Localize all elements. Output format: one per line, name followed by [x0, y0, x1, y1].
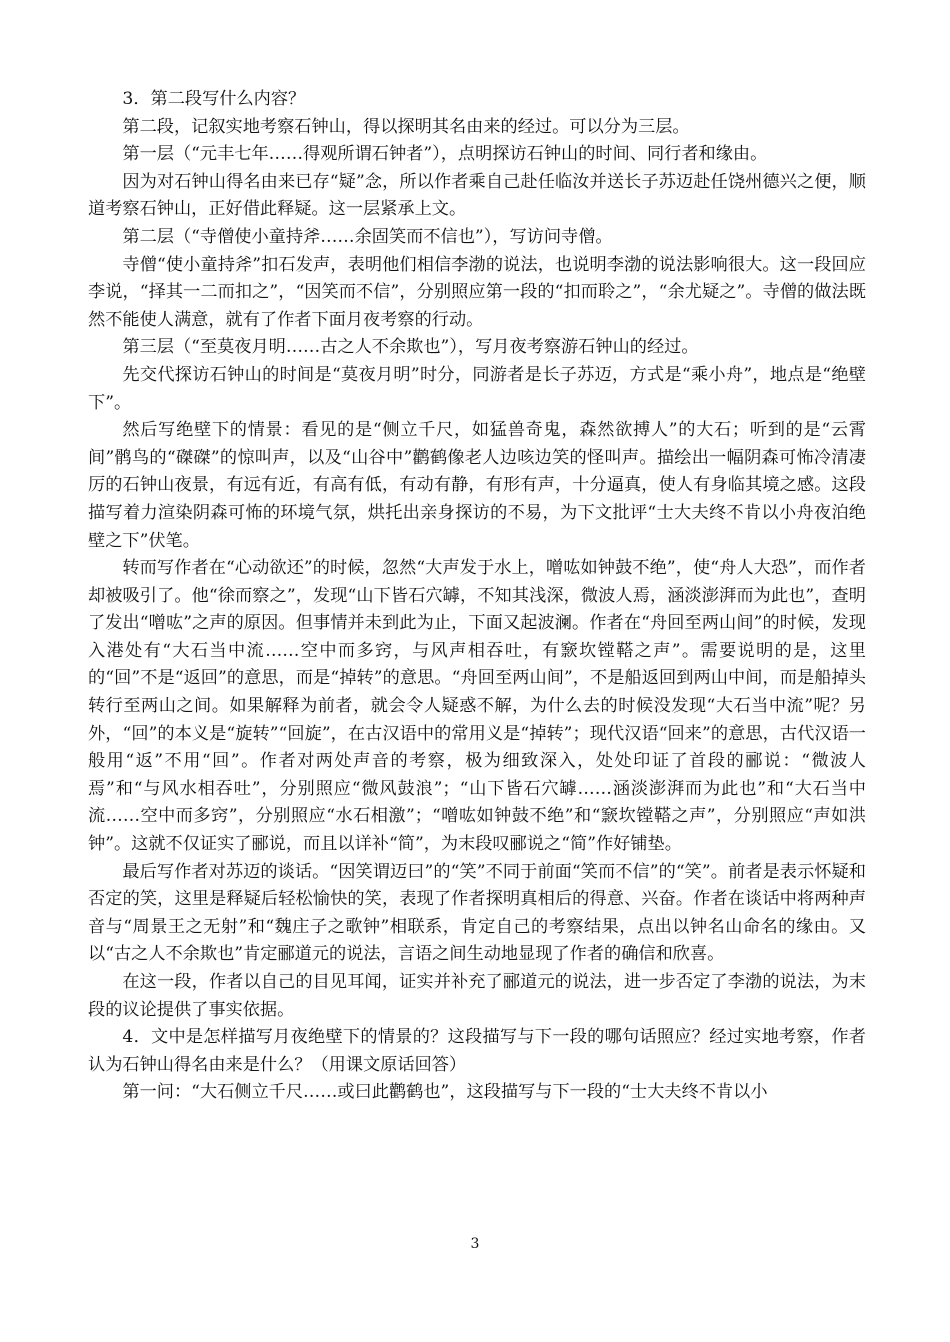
paragraph: 第二层（“寺僧使小童持斧……余固笑而不信也”），写访问寺僧。 [122, 226, 613, 247]
paragraph: 因为对石钟山得名由来已存“疑”念，所以作者乘自己赴任临汝并送长子苏迈赴任饶州德兴之便，顺道考察石钟山，正好借此释疑。这一层紧承上文。 [88, 171, 866, 220]
document-body [88, 86, 866, 1107]
paragraph: 在这一段，作者以自己的目见耳闻，证实并补充了郦道元的说法，进一步否定了李渤的说法，为末段的议论提供了事实依据。 [88, 972, 866, 1020]
paragraph: 最后写作者对苏迈的谈话。“因笑谓迈曰”的“笑”不同于前面“笑而不信”的“笑”。前者是表示怀疑和否定的笑，这里是释疑后轻松愉快的笑，表现了作者探明真相后的得意、兴奋。作者在谈话中将两种声音与“周景王之无射”和“魏庄子之歌钟”相联系，肯定自己的考察结果，点出以钟名山命名的缘由。又以“古之人不余欺也”肯定郦道元的说法，言语之间生动地显现了作者的确信和欣喜。 [88, 861, 866, 965]
paragraph: 寺僧“使小童持斧”扣石发声，表明他们相信李渤的说法，也说明李渤的说法影响很大。这一段回应李说，“择其一二而扣之”，“因笑而不信”，分别照应第一段的“扣而聆之”，“余尤疑之”。寺僧的做法既然不能使人满意，就有了作者下面月夜考察的行动。 [88, 254, 866, 330]
paragraph: 先交代探访石钟山的时间是“莫夜月明”时分，同游者是长子苏迈，方式是“乘小舟”，地点是“绝壁下”。 [88, 364, 866, 413]
paragraph: 然后写绝壁下的情景：看见的是“侧立千尺，如猛兽奇鬼，森然欲搏人”的大石；听到的是“云霄间”鹘鸟的“磔磔”的惊叫声，以及“山谷中”鹳鹤像老人边咳边笑的怪叫声。描绘出一幅阴森可怖冷清凄厉的石钟山夜景，有远有近，有高有低，有动有静，有形有声，十分逼真，使人有身临其境之感。这段描写着力渲染阴森可怖的环境气氛，烘托出亲身探访的不易，为下文批评“士大夫终不肯以小舟夜泊绝壁之下”伏笔。 [88, 420, 866, 551]
paragraph: 第一层（“元丰七年……得观所谓石钟者”），点明探访石钟山的时间、同行者和缘由。 [122, 144, 768, 165]
page-number: 3 [470, 1236, 480, 1252]
paragraph: 第一问：“大石侧立千尺……或曰此鹳鹤也”，这段描写与下一段的“士大夫终不肯以小 [122, 1082, 768, 1103]
paragraph: 转而写作者在“心动欲还”的时候，忽然“大声发于水上，噌吰如钟鼓不绝”，使“舟人大恐”，而作者却被吸引了。他“徐而察之”，发现“山下皆石穴罅，不知其浅深，微波人焉，涵淡澎湃而为此也”，查明了发出“噌吰”之声的原因。但事情并未到此为止，下面又起波澜。作者在“舟回至两山间”的时候，发现入港处有“大石当中流……空中而多窍，与风声相吞吐，有窾坎镗鞳之声”。需要说明的是，这里的“回”不是“返回”的意思，而是“掉转”的意思。“舟回至两山间”，不是船返回到两山中间，而是船掉头转行至两山之间。如果解释为前者，就会令人疑惑不解，为什么去的时候没发现“大石当中流”呢？另外，“回”的本义是“旋转”“回旋”，在古汉语中的常用义是“掉转”；现代汉语“回来”的意思，古代汉语一般用“返”不用“回”。作者对两处声音的考察，极为细致深入，处处印证了首段的郦说：“微波人焉”和“与风水相吞吐”，分别照应“微风鼓浪”；“山下皆石穴罅……涵淡澎湃而为此也”和“大石当中流……空中而多窍”，分别照应“水石相激”；“噌吰如钟鼓不绝”和“窾坎镗鞳之声”，分别照应“声如洪钟”。这就不仅证实了郦说，而且以详补“简”，为末段叹郦说之“简”作好铺垫。 [88, 558, 866, 855]
paragraph: 第三层（“至莫夜月明……古之人不余欺也”），写月夜考察游石钟山的经过。 [122, 337, 699, 358]
paragraph: 第二段，记叙实地考察石钟山，得以探明其名由来的经过。可以分为三层。 [122, 116, 690, 137]
question-4-heading: 4．文中是怎样描写月夜绝壁下的情景的？这段描写与下一段的哪句话照应？经过实地考察，作者认为石钟山得名由来是什么？（用课文原话回答） [88, 1027, 866, 1075]
question-3-heading: 3．第二段写什么内容？ [122, 89, 306, 109]
